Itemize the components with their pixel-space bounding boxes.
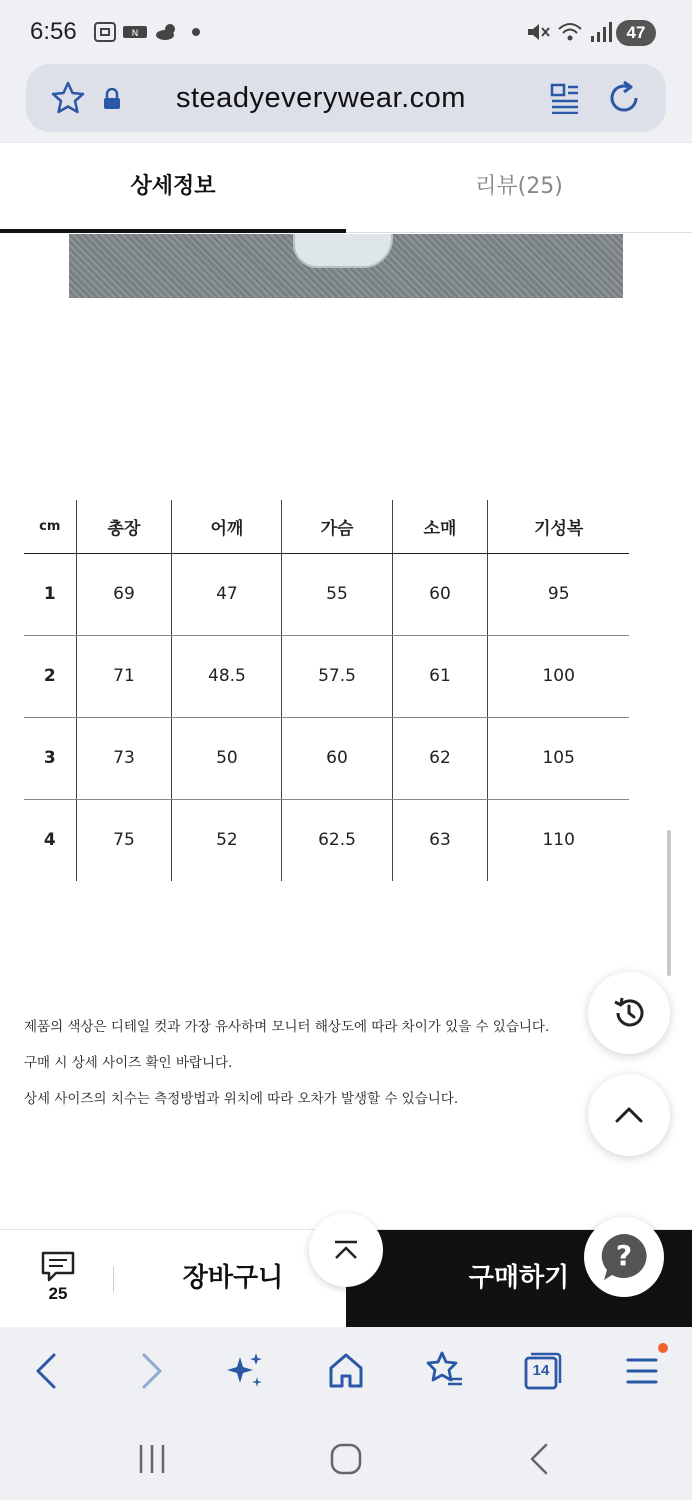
scroll-to-top-button[interactable]	[309, 1213, 383, 1287]
help-icon	[598, 1231, 650, 1283]
buy-now-button[interactable]: 구매하기	[346, 1230, 692, 1328]
status-bar	[0, 0, 692, 62]
system-navigation-bar	[0, 1415, 692, 1500]
bar-separator	[113, 1266, 114, 1292]
table-cell: 61	[392, 635, 488, 717]
tab-count: 14	[532, 1362, 550, 1379]
battery-indicator: 47	[616, 20, 656, 46]
table-cell: 105	[488, 717, 629, 799]
table-row	[24, 717, 629, 799]
table-cell: 100	[488, 635, 629, 717]
table-cell: 57.5	[282, 635, 392, 717]
scroll-up-button[interactable]	[588, 1074, 670, 1156]
history-icon	[610, 994, 648, 1032]
size-table-header-row	[24, 500, 629, 553]
table-row	[24, 635, 629, 717]
table-cell: 52	[172, 799, 282, 881]
page-scrollbar[interactable]	[667, 830, 671, 976]
table-row	[24, 553, 629, 635]
chevron-up-icon	[614, 1104, 644, 1126]
bookmark-star-icon[interactable]	[50, 80, 86, 116]
url-bar[interactable]	[26, 64, 666, 132]
size-table	[24, 500, 629, 881]
shoe-image	[293, 234, 393, 268]
recent-history-button[interactable]	[588, 972, 670, 1054]
recent-apps-icon[interactable]	[132, 1439, 172, 1479]
table-cell: 63	[392, 799, 488, 881]
header-total-length: 총장	[76, 500, 172, 553]
table-cell: 48.5	[172, 635, 282, 717]
home-icon[interactable]	[320, 1345, 372, 1397]
wifi-icon	[557, 20, 583, 44]
header-shoulder: 어깨	[172, 500, 282, 553]
table-cell: 71	[76, 635, 172, 717]
reader-mode-icon[interactable]	[550, 82, 580, 114]
back-icon[interactable]	[22, 1345, 74, 1397]
table-cell: 50	[172, 717, 282, 799]
size-label: 3	[24, 717, 76, 799]
screenshot-icon	[92, 20, 118, 44]
svg-text:N: N	[131, 29, 139, 39]
add-to-cart-button[interactable]: 장바구니	[182, 1263, 284, 1293]
size-label: 1	[24, 553, 76, 635]
color-note: 제품의 색상은 디테일 컷과 가장 유사하며 모니터 해상도에 따라 차이가 있을 수 있습니다.	[24, 1019, 550, 1035]
nfc-icon	[122, 20, 148, 44]
measurement-note: 상세 사이즈의 치수는 측정방법과 위치에 따라 오차가 발생할 수 있습니다.	[24, 1091, 459, 1107]
table-cell: 62	[392, 717, 488, 799]
table-cell: 95	[488, 553, 629, 635]
dot-icon	[186, 20, 212, 44]
browser-toolbar	[0, 1327, 692, 1415]
header-sleeve: 소매	[392, 500, 488, 553]
svg-text:?: ?	[615, 1239, 633, 1272]
header-standard-size: 기성복	[488, 500, 629, 553]
size-label: 2	[24, 635, 76, 717]
tab-detail-info[interactable]: 상세정보	[130, 174, 216, 199]
product-photo	[69, 234, 623, 298]
tabs-button[interactable]	[516, 1345, 568, 1397]
table-cell: 60	[392, 553, 488, 635]
scroll-top-icon	[332, 1239, 360, 1261]
tab-divider	[346, 232, 692, 233]
weather-icon	[154, 20, 180, 44]
size-label: 4	[43, 830, 56, 851]
table-cell: 62.5	[282, 799, 392, 881]
reload-icon[interactable]	[606, 80, 642, 116]
table-cell: 110	[488, 799, 629, 881]
menu-icon[interactable]	[616, 1345, 668, 1397]
url-text[interactable]: steadyeverywear.com	[176, 82, 466, 114]
header-chest: 가슴	[282, 500, 392, 553]
table-cell: 47	[172, 553, 282, 635]
mute-icon	[525, 20, 551, 44]
table-row	[24, 799, 629, 881]
forward-icon[interactable]	[124, 1345, 176, 1397]
table-cell: 75	[76, 799, 172, 881]
sparkle-icon[interactable]	[220, 1345, 272, 1397]
browser-top-bar	[0, 62, 692, 142]
review-count[interactable]: 25	[48, 1284, 68, 1303]
notification-dot	[658, 1343, 668, 1353]
home-nav-icon[interactable]	[326, 1439, 366, 1479]
help-chat-button[interactable]	[584, 1217, 664, 1297]
lock-icon	[102, 88, 122, 110]
table-cell: 73	[76, 717, 172, 799]
signal-icon	[588, 20, 614, 44]
back-nav-icon[interactable]	[520, 1439, 560, 1479]
review-icon[interactable]	[40, 1250, 76, 1284]
bookmarks-icon[interactable]	[418, 1345, 470, 1397]
tab-reviews[interactable]: 리뷰(25)	[475, 174, 563, 199]
active-tab-indicator	[0, 229, 346, 233]
header-unit: cm	[24, 500, 76, 553]
table-cell: 69	[76, 553, 172, 635]
size-check-note: 구매 시 상세 사이즈 확인 바랍니다.	[24, 1055, 233, 1071]
table-cell: 60	[282, 717, 392, 799]
status-time: 6:56	[30, 18, 77, 45]
product-tabs	[0, 142, 692, 234]
table-cell: 55	[282, 553, 392, 635]
